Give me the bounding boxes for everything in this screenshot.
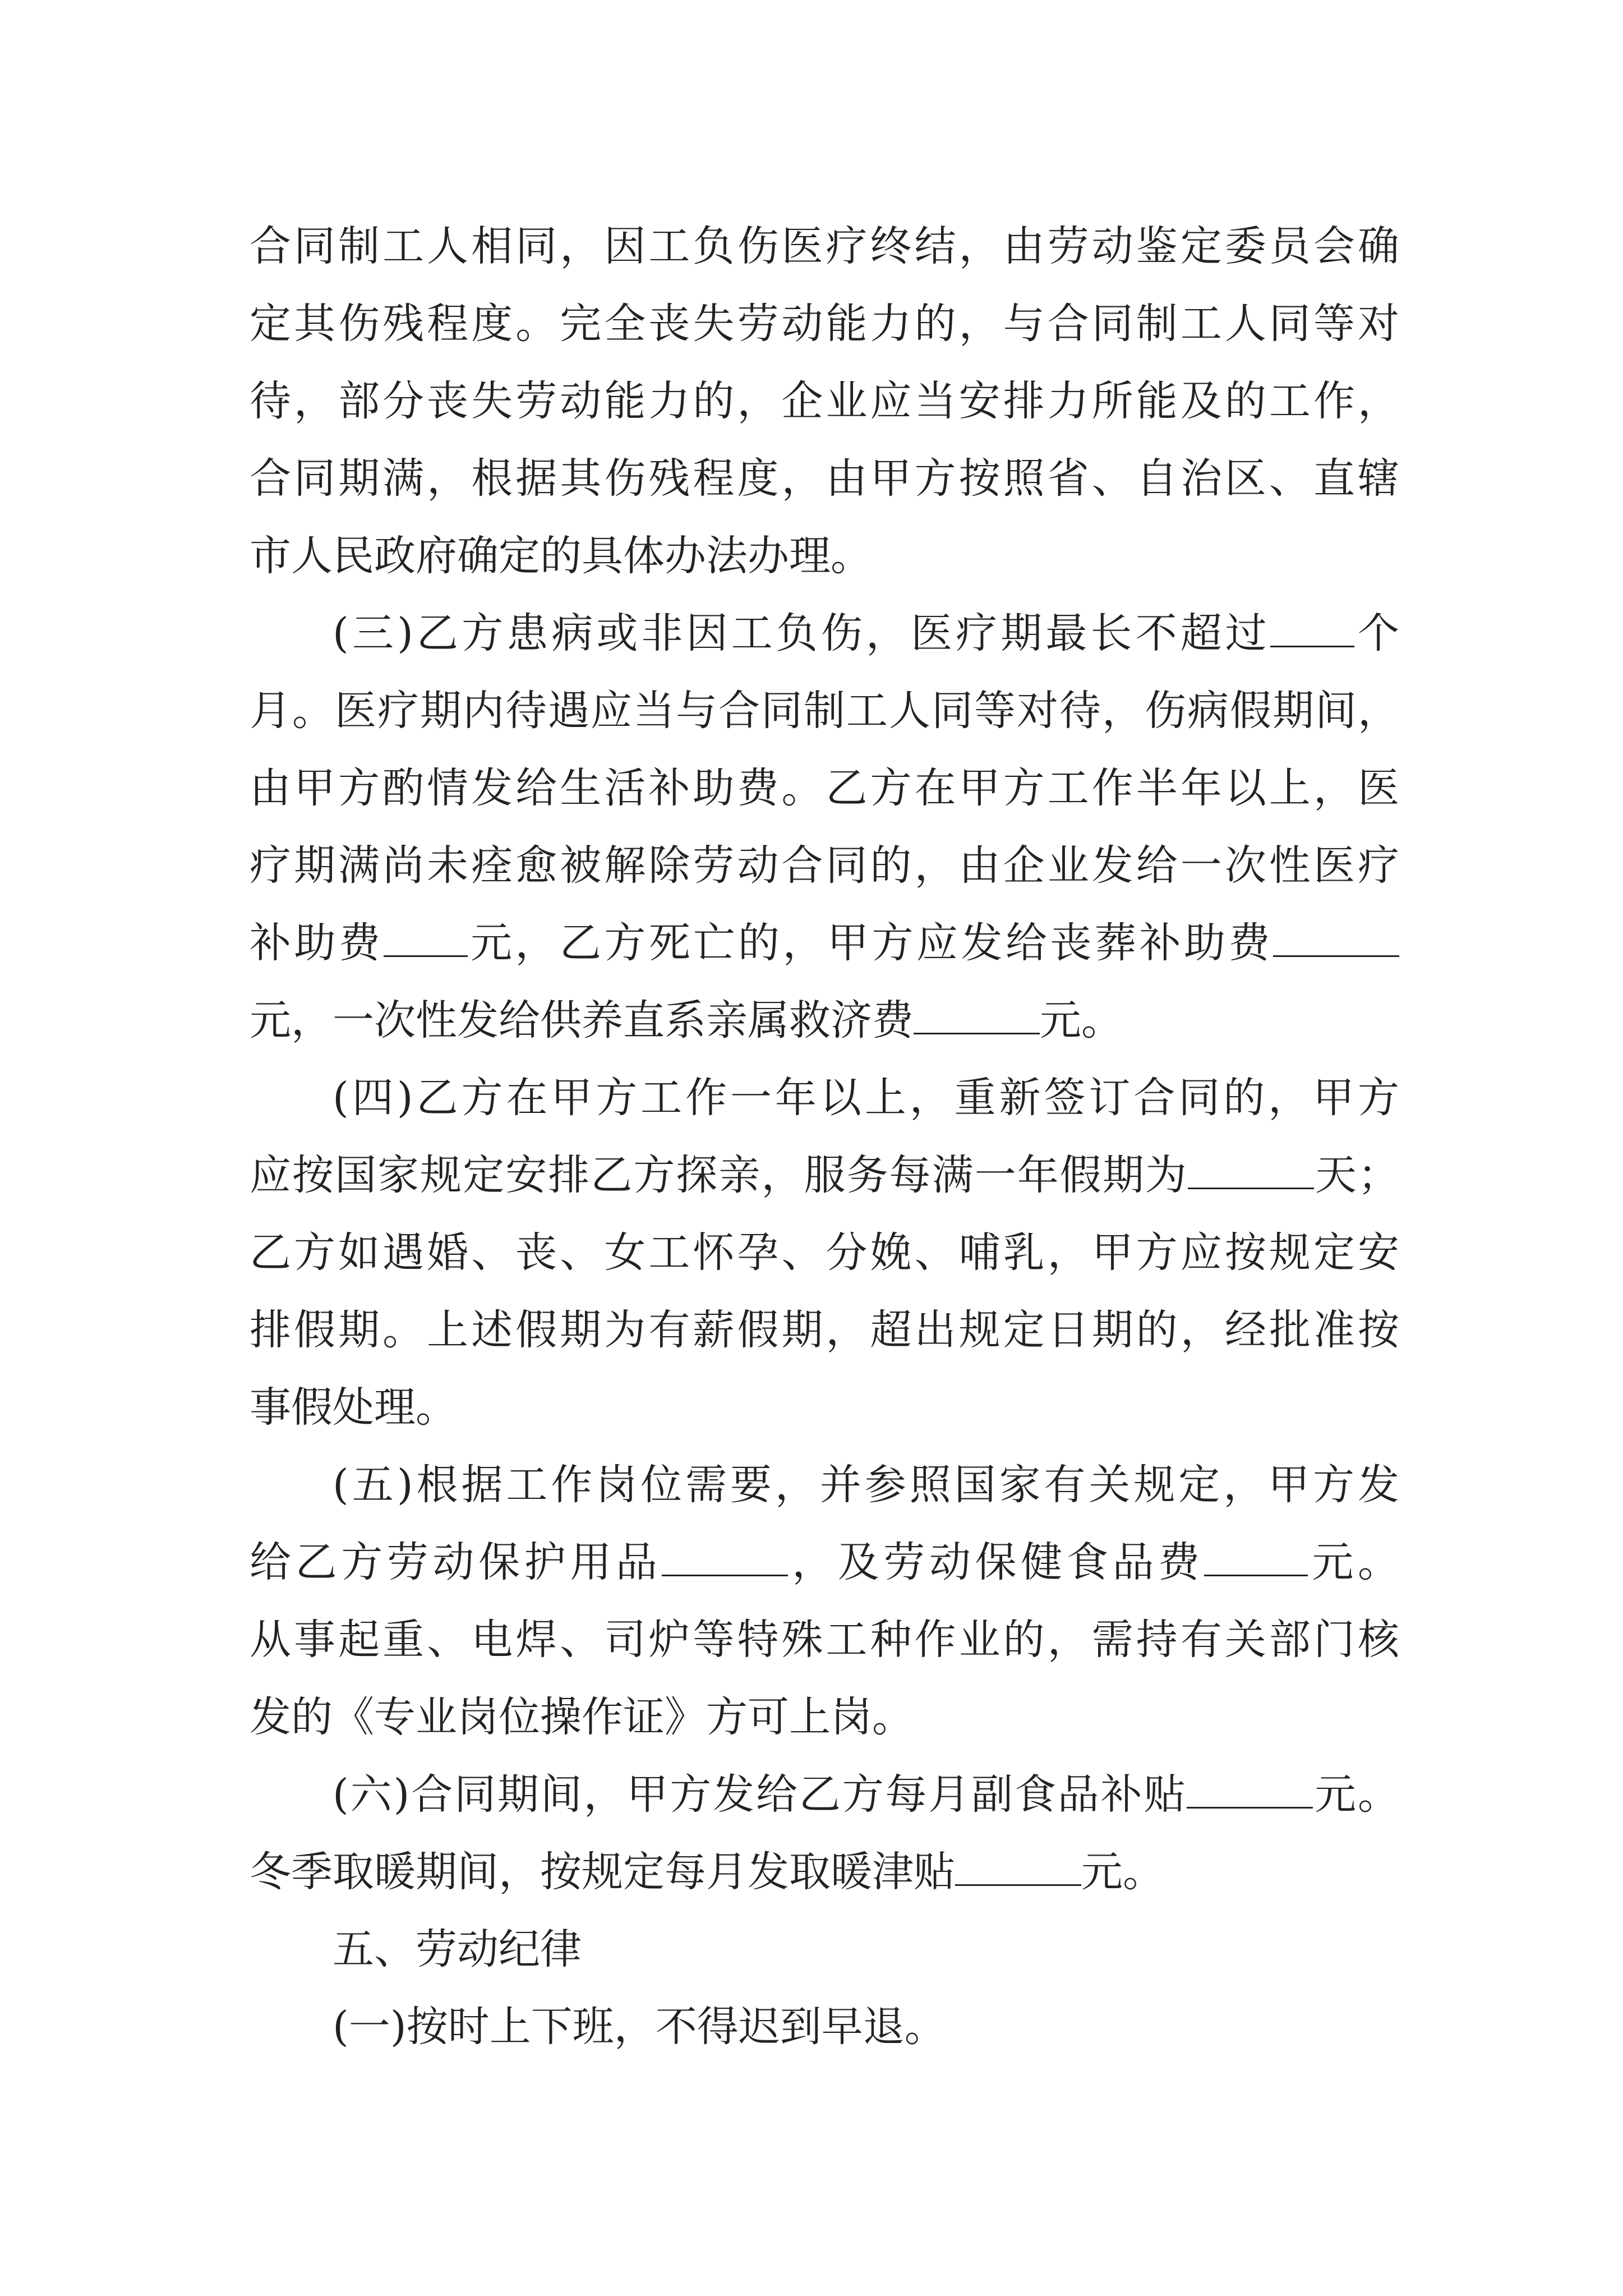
text-line (250, 1756, 1399, 1833)
fill-in-blank (914, 993, 1040, 1034)
text-line: 乙方如遇婚、丧、女工怀孕、分娩、哺乳，甲方应按规定安 (250, 1228, 1399, 1277)
paragraph-family-leave (250, 1059, 1399, 1446)
text-line: 排假期。上述假期为有薪假期，超出规定日期的，经批准按 (250, 1306, 1399, 1354)
text-line (250, 1833, 1399, 1911)
fill-in-blank (1204, 1535, 1308, 1576)
text-segment: (六)合同期间，甲方发给乙方每月副食品补贴 (333, 1770, 1187, 1819)
fill-in-blank (384, 916, 468, 957)
text-segment: (三)乙方患病或非因工负伤，医疗期最长不超过 (333, 609, 1270, 657)
text-line (250, 904, 1399, 982)
text-segment: 元。 (1081, 1848, 1164, 1896)
paragraph-illness-medical-period (250, 595, 1399, 1059)
text-segment: 元。 (1307, 1538, 1400, 1586)
paragraph-injury-disability (250, 208, 1399, 595)
paragraph-labor-protection (250, 1446, 1399, 1756)
section-heading: 五、劳动纪律 (333, 1925, 582, 1973)
fill-in-blank (1187, 1768, 1313, 1809)
text-line: 合同期满，根据其伤残程度，由甲方按照省、自治区、直辖 (250, 454, 1399, 503)
text-line: 发的《专业岗位操作证》方可上岗。 (250, 1693, 914, 1741)
text-line: 合同制工人相同，因工负伤医疗终结，由劳动鉴定委员会确 (250, 222, 1399, 270)
text-segment: 应按国家规定安排乙方探亲，服务每满一年假期为 (250, 1151, 1188, 1199)
text-segment: 补助费 (250, 919, 384, 967)
text-line: 月。医疗期内待遇应当与合同制工人同等对待，伤病假期间， (250, 687, 1399, 735)
fill-in-blank (1188, 1148, 1314, 1189)
text-line (250, 595, 1399, 672)
fill-in-blank (1270, 606, 1354, 647)
text-segment: ，及劳动保健食品费 (787, 1538, 1204, 1586)
text-line: 市人民政府确定的具体办法办理。 (250, 532, 872, 580)
text-segment: 元，一次性发给供养直系亲属救济费 (250, 996, 914, 1045)
paragraph-punctuality: (一)按时上下班，不得迟到早退。 (333, 2003, 946, 2051)
text-segment: 天； (1313, 1151, 1400, 1199)
fill-in-blank (1273, 916, 1399, 957)
text-line: 事假处理。 (250, 1383, 457, 1432)
text-segment: 冬季取暖期间，按规定每月发取暖津贴 (250, 1848, 955, 1896)
text-segment: 元，乙方死亡的，甲方应发给丧葬补助费 (467, 919, 1273, 967)
text-line: 疗期满尚未痊愈被解除劳动合同的，由企业发给一次性医疗 (250, 841, 1399, 890)
document-body (250, 208, 1399, 2065)
text-line (250, 982, 1399, 1059)
text-line (250, 1137, 1399, 1214)
text-line: (四)乙方在甲方工作一年以上，重新签订合同的，甲方 (333, 1074, 1399, 1122)
text-line: 定其伤残程度。完全丧失劳动能力的，与合同制工人同等对 (250, 300, 1399, 348)
text-line (250, 1524, 1399, 1601)
text-segment: 个 (1354, 609, 1399, 657)
text-line: 待，部分丧失劳动能力的，企业应当安排力所能及的工作， (250, 377, 1399, 425)
text-line: 从事起重、电焊、司炉等特殊工种作业的，需持有关部门核 (250, 1616, 1399, 1664)
text-segment: 给乙方劳动保护用品 (250, 1538, 662, 1586)
text-line: (五)根据工作岗位需要，并参照国家有关规定，甲方发 (333, 1461, 1399, 1509)
fill-in-blank (662, 1535, 788, 1576)
fill-in-blank (955, 1845, 1081, 1886)
text-segment: 元。 (1313, 1770, 1400, 1819)
text-segment: 元。 (1040, 996, 1123, 1045)
text-line: 由甲方酌情发给生活补助费。乙方在甲方工作半年以上，医 (250, 764, 1399, 812)
paragraph-subsidies (250, 1756, 1399, 1911)
